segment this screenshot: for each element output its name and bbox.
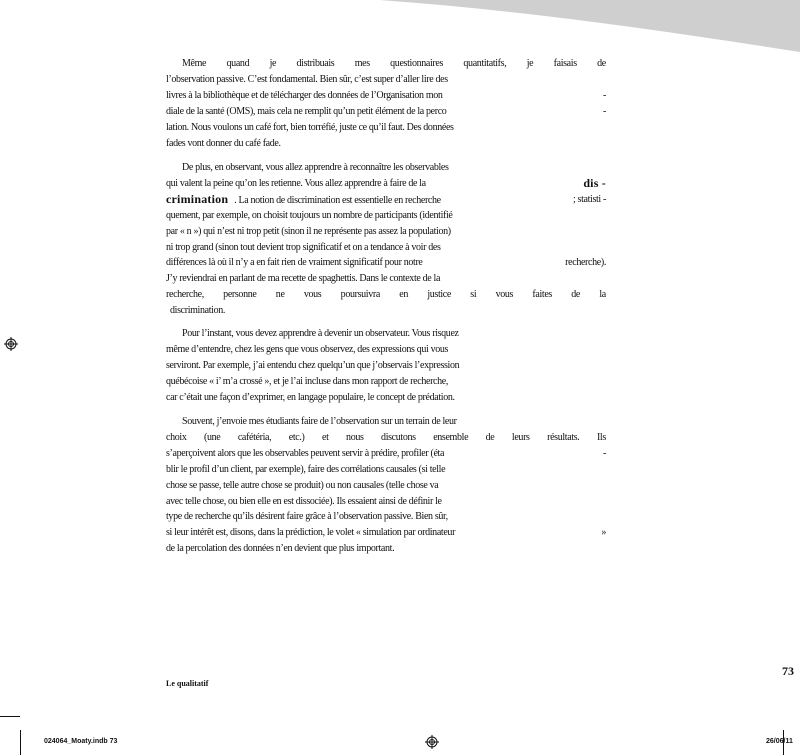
text-line [166, 342, 606, 357]
word: en [399, 289, 409, 301]
word: résultats. [547, 431, 580, 443]
line-trailing-text: ; statisti - [572, 193, 606, 205]
line-text: chose se passe, telle autre chose se produit) ou non causales (telle chose va [166, 479, 439, 491]
word: quand [226, 58, 250, 69]
line-trailing-text: - [603, 447, 606, 459]
slug-right: 26/06/11 [766, 738, 793, 745]
text-line [166, 224, 606, 239]
word: questionnaires [390, 58, 444, 69]
registration-mark-icon [425, 735, 439, 749]
word: choix [166, 431, 187, 443]
slug-left: 024064_Moaty.indb 73 [44, 738, 118, 745]
word: et [322, 431, 329, 443]
text-line [166, 287, 606, 302]
text-line [182, 326, 606, 341]
line-text: blir le profil d’un client, par exemple), faire des corrélations causales (si telle [166, 463, 446, 475]
line-text: fades vont donner du café fade. [166, 137, 281, 149]
text-line [166, 255, 606, 270]
crop-mark [0, 716, 20, 717]
word: la [599, 289, 606, 301]
text-line [166, 462, 606, 477]
text-line [166, 120, 606, 135]
line-text-continued: . La notion de discrimination est essentielle en recherche [234, 194, 441, 206]
word: poursuivra [340, 289, 380, 301]
word: je [269, 58, 277, 69]
text-line [166, 208, 606, 223]
text-line [166, 509, 606, 524]
word: Même [182, 58, 207, 69]
word: (une [203, 431, 221, 443]
text-line [166, 271, 606, 286]
word: cafétéria, [237, 431, 272, 443]
word: vous [495, 289, 514, 301]
line-text: même d’entendre, chez les gens que vous observez, des expressions qui vous [166, 343, 449, 355]
word: si [470, 289, 477, 301]
line-text: quement, par exemple, on choisit toujours un nombre de participants (identifié [166, 209, 453, 221]
line-trailing-text: - [603, 105, 606, 117]
text-line [166, 541, 606, 556]
word: de [485, 431, 495, 443]
line-text: de la percolation des données n’en devient que plus important. [166, 543, 395, 555]
word: vous [303, 289, 322, 301]
text-line [166, 176, 606, 191]
word: ne [275, 289, 285, 301]
line-text: type de recherche qu’ils désirent faire grâce à l’observation passive. Bien sûr, [166, 511, 448, 523]
text-line [166, 358, 606, 373]
word: de [597, 58, 606, 69]
word: discutons [381, 431, 416, 443]
line-text: ni trop grand (sinon tout devient trop significatif et on a tendance à voir des [166, 241, 441, 253]
line-text: car c’était une façon d’exprimer, en langage populaire, le concept de prédation. [166, 391, 455, 403]
crop-mark [20, 730, 21, 755]
text-line [182, 414, 606, 429]
text-line [166, 390, 606, 405]
word: personne [223, 289, 257, 301]
text-line [166, 374, 606, 389]
line-trailing-text: - [603, 89, 606, 101]
line-trailing-text: recherche). [565, 257, 606, 269]
word: justice [427, 289, 451, 301]
line-trailing-text: dis - [583, 175, 606, 190]
line-text: qui valent la peine qu’on les retienne. Vous allez apprendre à faire de la [166, 177, 426, 189]
line-text: livres à la bibliothèque et de télécharger des données de l’Organisation mon [166, 89, 443, 101]
bold-term: crimination [166, 191, 229, 206]
word: faisais [553, 58, 577, 69]
text-line [170, 303, 610, 318]
text-line [166, 478, 606, 493]
text-line [166, 446, 606, 461]
word: nous [346, 431, 364, 443]
line-text: l’observation passive. C’est fondamental. Bien sûr, c’est super d’aller lire des [166, 73, 448, 85]
page-number: 73 [782, 664, 794, 678]
text-line [166, 88, 606, 103]
word: faites [532, 289, 552, 301]
line-text: avec telle chose, ou bien elle en est dissociée). Ils essaient ainsi de définir le [166, 495, 442, 507]
word: mes [354, 58, 370, 69]
text-line [166, 525, 606, 540]
word: de [571, 289, 581, 301]
text-line [182, 160, 606, 175]
word: recherche, [166, 289, 204, 301]
line-text: s’aperçoivent alors que les observables peuvent servir à prédire, profiler (éta [166, 447, 445, 459]
word: etc.) [288, 431, 305, 443]
line-trailing-text: » [601, 527, 606, 539]
line-text: Pour l’instant, vous devez apprendre à devenir un observateur. Vous risquez [182, 328, 459, 339]
line-text: Souvent, j’envoie mes étudiants faire de l’observation sur un terrain de leur [182, 416, 457, 427]
line-text: par « n ») qui n’est ni trop petit (sinon il ne représente pas assez la population) [166, 225, 451, 237]
word: je [526, 58, 534, 69]
line-text: différences là où il n’y a en fait rien de vraiment significatif pour notre [166, 257, 423, 269]
text-line [166, 72, 606, 87]
text-line [166, 430, 606, 445]
word: quantitatifs, [463, 58, 507, 69]
text-line [166, 240, 606, 255]
text-line [166, 494, 606, 509]
word: leurs [511, 431, 530, 443]
word: Ils [596, 431, 606, 443]
line-text: serviront. Par exemple, j’ai entendu chez quelqu’un que j’observais l’expression [166, 359, 460, 371]
text-line [182, 56, 606, 71]
line-text: J’y reviendrai en parlant de ma recette de spaghettis. Dans le contexte de la [166, 273, 441, 285]
word: distribuais [296, 58, 335, 69]
line-text: si leur intérêt est, disons, dans la prédiction, le volet « simulation par ordinateur [166, 527, 456, 539]
registration-mark-icon [4, 337, 18, 351]
running-footer: Le qualitatif [166, 679, 209, 688]
line-text: lation. Nous voulons un café fort, bien torréfié, juste ce qu’il faut. Des données [166, 121, 454, 133]
word: ensemble [433, 431, 469, 443]
line-text: discrimination. [170, 305, 226, 317]
line-text: québécoise « i’ m’a crossé », et je l’ai incluse dans mon rapport de recherche, [166, 375, 449, 387]
text-line [166, 136, 606, 151]
line-text: De plus, en observant, vous allez apprendre à reconnaître les observables [182, 162, 449, 173]
text-line [166, 104, 606, 119]
line-text: diale de la santé (OMS), mais cela ne remplit qu’un petit élément de la perco [166, 105, 447, 117]
text-line [166, 192, 606, 208]
